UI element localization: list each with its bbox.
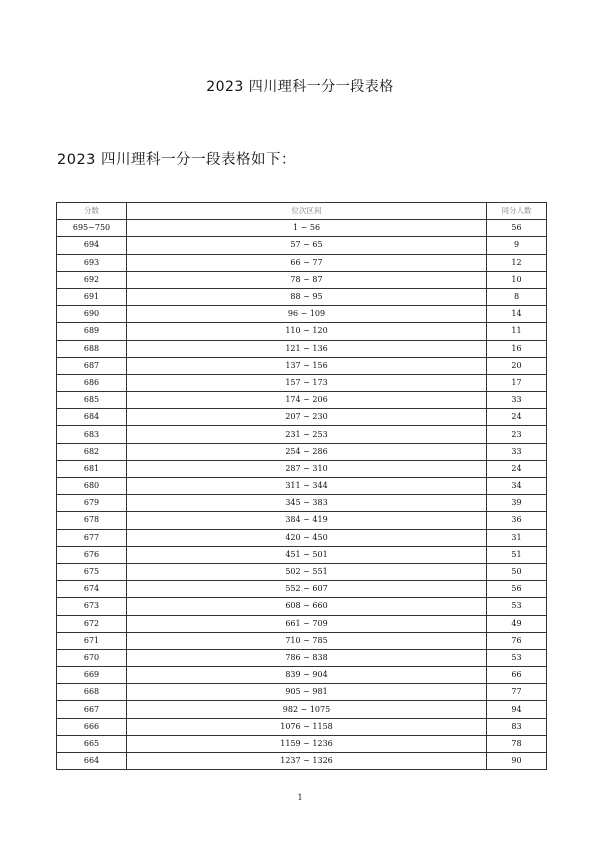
cell-same-score-count: 49 [487, 615, 547, 632]
cell-same-score-count: 66 [487, 667, 547, 684]
cell-score: 674 [57, 581, 127, 598]
table-row [57, 357, 547, 374]
cell-same-score-count: 24 [487, 460, 547, 477]
table-row [57, 753, 547, 770]
cell-same-score-count: 76 [487, 632, 547, 649]
cell-rank-range: 905 ~ 981 [127, 684, 487, 701]
cell-same-score-count: 14 [487, 306, 547, 323]
table-row [57, 649, 547, 666]
table-row [57, 718, 547, 735]
cell-same-score-count: 56 [487, 581, 547, 598]
cell-same-score-count: 83 [487, 718, 547, 735]
cell-rank-range: 287 ~ 310 [127, 460, 487, 477]
table-row [57, 615, 547, 632]
cell-same-score-count: 23 [487, 426, 547, 443]
header-same-score-count: 同分人数 [487, 203, 547, 220]
cell-score: 666 [57, 718, 127, 735]
score-rank-table [56, 202, 547, 770]
cell-rank-range: 137 ~ 156 [127, 357, 487, 374]
cell-score: 694 [57, 237, 127, 254]
cell-score: 671 [57, 632, 127, 649]
cell-rank-range: 57 ~ 65 [127, 237, 487, 254]
cell-rank-range: 1159 ~ 1236 [127, 735, 487, 752]
table-row [57, 271, 547, 288]
header-rank-range: 位次区间 [127, 203, 487, 220]
cell-score: 667 [57, 701, 127, 718]
table-header-row [57, 203, 547, 220]
cell-score: 686 [57, 374, 127, 391]
cell-same-score-count: 33 [487, 443, 547, 460]
table-row [57, 460, 547, 477]
cell-score: 676 [57, 546, 127, 563]
cell-score: 690 [57, 306, 127, 323]
cell-same-score-count: 39 [487, 495, 547, 512]
cell-score: 670 [57, 649, 127, 666]
table-row [57, 735, 547, 752]
cell-rank-range: 157 ~ 173 [127, 374, 487, 391]
cell-score: 683 [57, 426, 127, 443]
intro-heading: 2023 四川理科一分一段表格如下： [57, 152, 297, 168]
cell-same-score-count: 94 [487, 701, 547, 718]
cell-score: 672 [57, 615, 127, 632]
table-row [57, 581, 547, 598]
table-row [57, 701, 547, 718]
table-row [57, 512, 547, 529]
cell-score: 675 [57, 563, 127, 580]
cell-rank-range: 710 ~ 785 [127, 632, 487, 649]
cell-same-score-count: 90 [487, 753, 547, 770]
table-row [57, 323, 547, 340]
cell-same-score-count: 9 [487, 237, 547, 254]
cell-same-score-count: 33 [487, 392, 547, 409]
table-row [57, 237, 547, 254]
cell-rank-range: 1237 ~ 1326 [127, 753, 487, 770]
cell-rank-range: 1076 ~ 1158 [127, 718, 487, 735]
cell-score: 687 [57, 357, 127, 374]
cell-score: 680 [57, 478, 127, 495]
cell-same-score-count: 34 [487, 478, 547, 495]
cell-same-score-count: 17 [487, 374, 547, 391]
cell-same-score-count: 20 [487, 357, 547, 374]
cell-score: 691 [57, 288, 127, 305]
cell-score: 693 [57, 254, 127, 271]
table-row [57, 409, 547, 426]
cell-score: 678 [57, 512, 127, 529]
cell-same-score-count: 16 [487, 340, 547, 357]
cell-score: 669 [57, 667, 127, 684]
cell-rank-range: 608 ~ 660 [127, 598, 487, 615]
cell-score: 685 [57, 392, 127, 409]
cell-rank-range: 96 ~ 109 [127, 306, 487, 323]
cell-score: 681 [57, 460, 127, 477]
table-row [57, 478, 547, 495]
table-row [57, 426, 547, 443]
cell-rank-range: 420 ~ 450 [127, 529, 487, 546]
cell-rank-range: 121 ~ 136 [127, 340, 487, 357]
cell-score: 695~750 [57, 220, 127, 237]
table-row [57, 374, 547, 391]
cell-same-score-count: 31 [487, 529, 547, 546]
cell-same-score-count: 53 [487, 649, 547, 666]
cell-same-score-count: 8 [487, 288, 547, 305]
cell-same-score-count: 11 [487, 323, 547, 340]
cell-rank-range: 502 ~ 551 [127, 563, 487, 580]
cell-same-score-count: 36 [487, 512, 547, 529]
table-row [57, 529, 547, 546]
table-row [57, 306, 547, 323]
cell-same-score-count: 56 [487, 220, 547, 237]
cell-same-score-count: 10 [487, 271, 547, 288]
cell-score: 689 [57, 323, 127, 340]
cell-same-score-count: 77 [487, 684, 547, 701]
table-row [57, 667, 547, 684]
cell-rank-range: 311 ~ 344 [127, 478, 487, 495]
cell-rank-range: 207 ~ 230 [127, 409, 487, 426]
cell-rank-range: 110 ~ 120 [127, 323, 487, 340]
cell-score: 688 [57, 340, 127, 357]
table-row [57, 443, 547, 460]
cell-same-score-count: 12 [487, 254, 547, 271]
cell-rank-range: 174 ~ 206 [127, 392, 487, 409]
table-row [57, 220, 547, 237]
cell-rank-range: 254 ~ 286 [127, 443, 487, 460]
cell-rank-range: 345 ~ 383 [127, 495, 487, 512]
cell-rank-range: 786 ~ 838 [127, 649, 487, 666]
cell-score: 679 [57, 495, 127, 512]
page-number: 1 [297, 793, 303, 802]
table-row [57, 563, 547, 580]
cell-rank-range: 66 ~ 77 [127, 254, 487, 271]
table-row [57, 340, 547, 357]
table-row [57, 546, 547, 563]
cell-rank-range: 451 ~ 501 [127, 546, 487, 563]
cell-same-score-count: 51 [487, 546, 547, 563]
table-row [57, 254, 547, 271]
cell-score: 677 [57, 529, 127, 546]
cell-same-score-count: 24 [487, 409, 547, 426]
cell-same-score-count: 78 [487, 735, 547, 752]
cell-score: 692 [57, 271, 127, 288]
cell-score: 682 [57, 443, 127, 460]
table-row [57, 632, 547, 649]
cell-rank-range: 661 ~ 709 [127, 615, 487, 632]
cell-score: 673 [57, 598, 127, 615]
cell-score: 684 [57, 409, 127, 426]
table-row [57, 598, 547, 615]
cell-same-score-count: 53 [487, 598, 547, 615]
page-title: 2023 四川理科一分一段表格 [206, 79, 394, 95]
cell-rank-range: 78 ~ 87 [127, 271, 487, 288]
cell-score: 664 [57, 753, 127, 770]
table-row [57, 684, 547, 701]
cell-score: 668 [57, 684, 127, 701]
header-score: 分数 [57, 203, 127, 220]
cell-rank-range: 982 ~ 1075 [127, 701, 487, 718]
cell-rank-range: 1 ~ 56 [127, 220, 487, 237]
table-row [57, 392, 547, 409]
cell-same-score-count: 50 [487, 563, 547, 580]
cell-score: 665 [57, 735, 127, 752]
cell-rank-range: 839 ~ 904 [127, 667, 487, 684]
table-row [57, 495, 547, 512]
table-body [57, 220, 547, 770]
cell-rank-range: 384 ~ 419 [127, 512, 487, 529]
cell-rank-range: 231 ~ 253 [127, 426, 487, 443]
cell-rank-range: 88 ~ 95 [127, 288, 487, 305]
table-row [57, 288, 547, 305]
cell-rank-range: 552 ~ 607 [127, 581, 487, 598]
